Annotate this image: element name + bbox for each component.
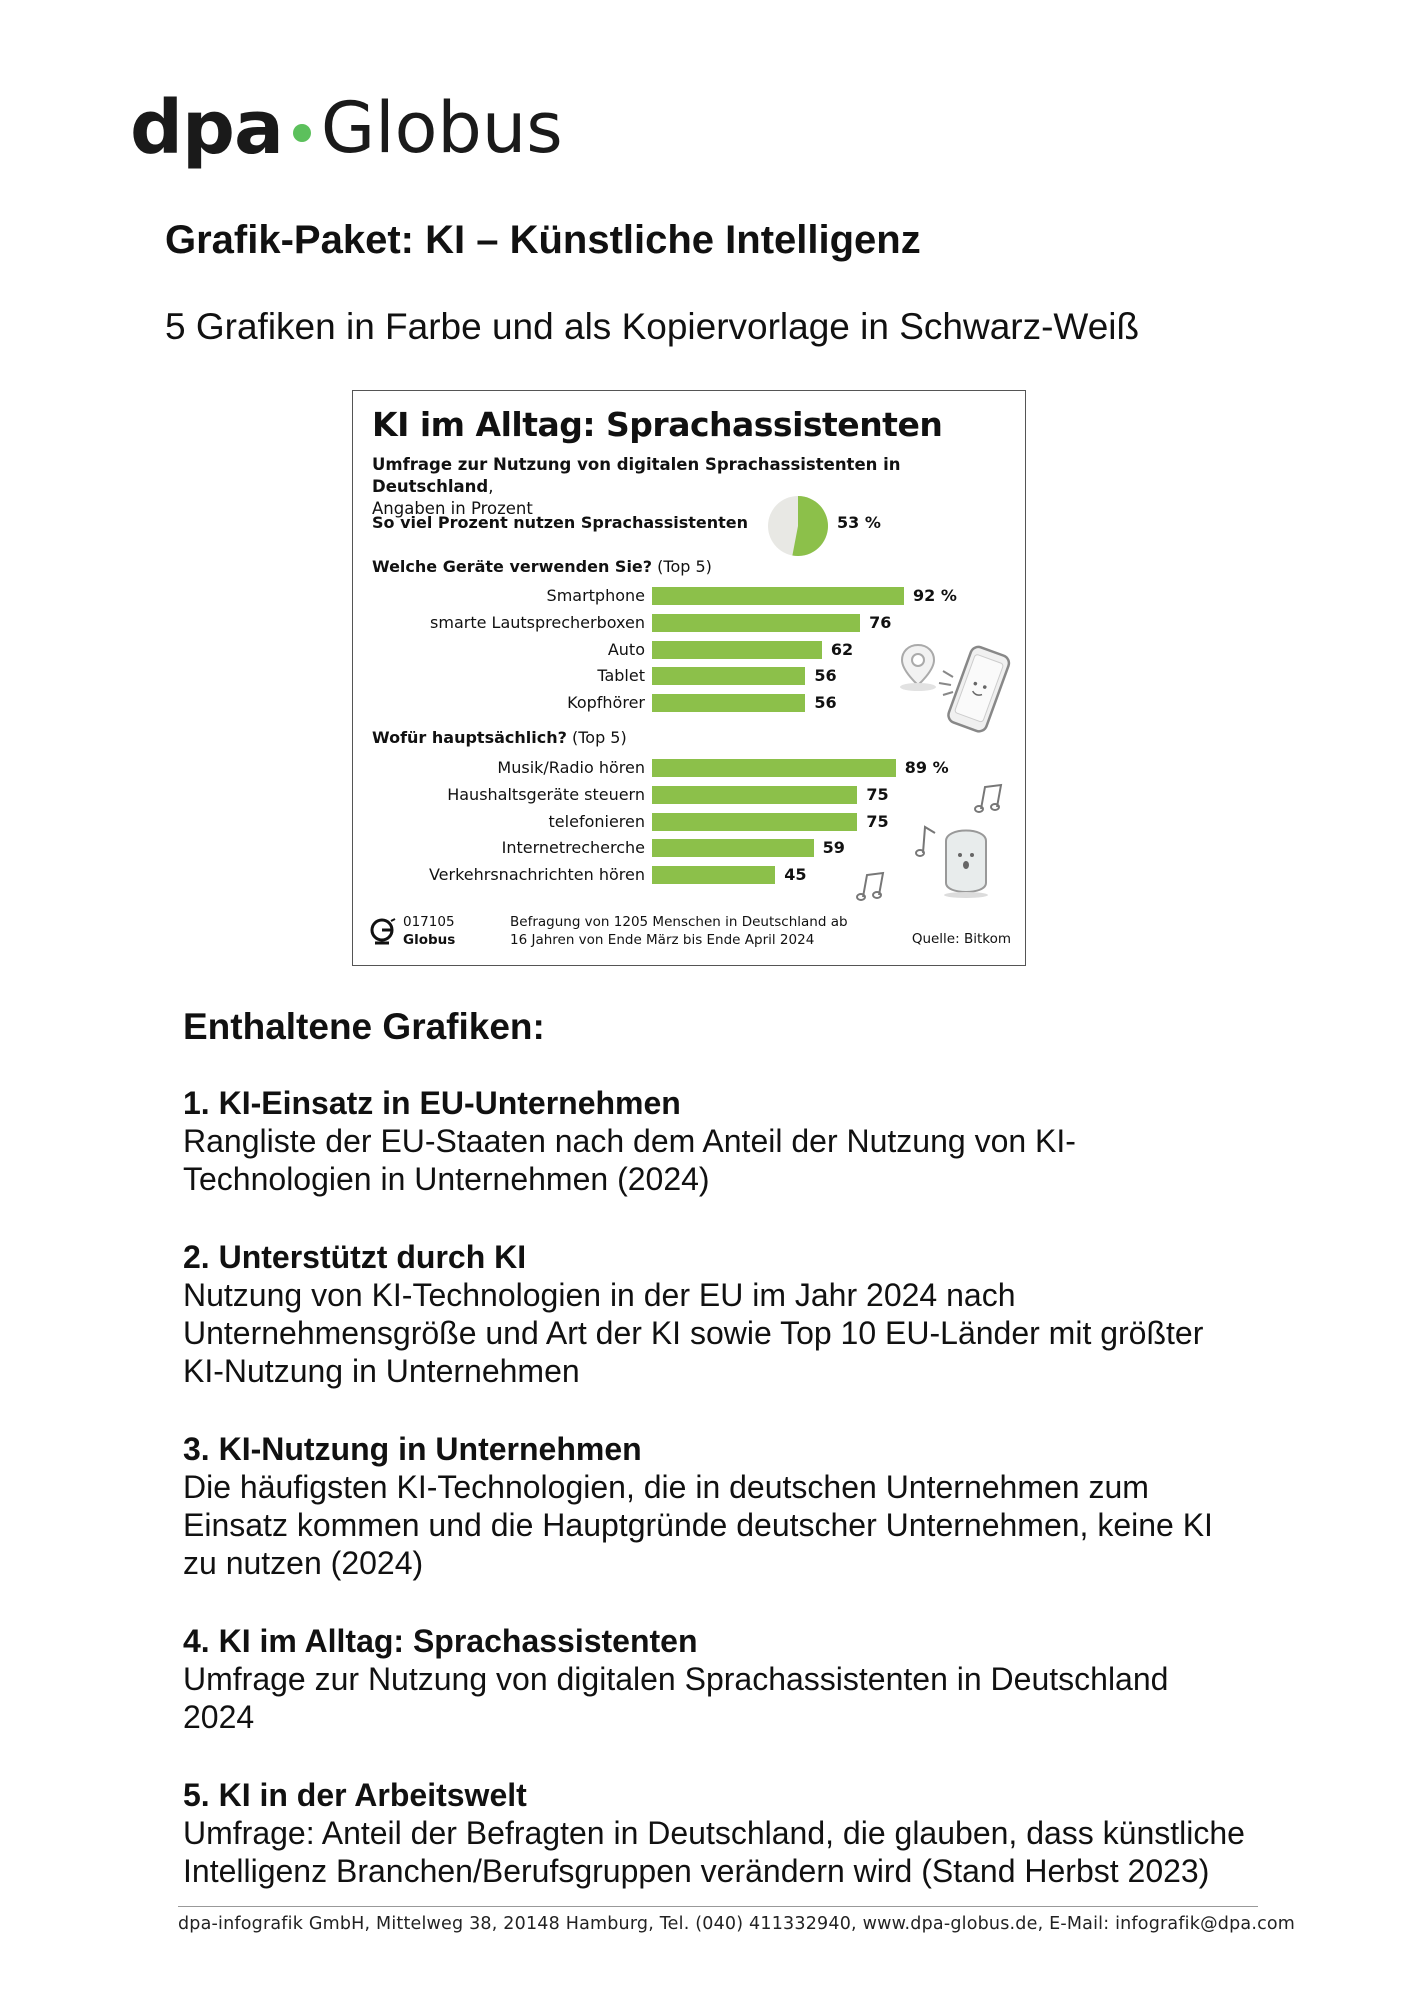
bar-label: Tablet (597, 666, 645, 686)
item-description-line1: Umfrage: Anteil der Befragten in Deutschland, die glauben, dass künstliche (183, 1815, 1245, 1851)
item-description-line3: KI-Nutzung in Unternehmen (183, 1353, 580, 1389)
section-devices-title: Welche Geräte verwenden Sie? (372, 557, 653, 576)
bar-value-label: 75 (866, 811, 889, 831)
bar (652, 786, 857, 804)
contents-item-2 (183, 1238, 1313, 1390)
graphic-source: Quelle: Bitkom (911, 931, 1011, 947)
survey-note-line1: Befragung von 1205 Menschen in Deutschland ab (510, 914, 848, 930)
bar (652, 759, 896, 777)
bar-label: smarte Lautsprecherboxen (430, 612, 645, 632)
bar-value-label: 89 % (904, 758, 949, 777)
logo-globus-text: Globus (320, 87, 563, 169)
bar-label: Musik/Radio hören (497, 758, 645, 777)
music-note-icon-2 (911, 821, 941, 861)
item-description-line1: Rangliste der EU-Staaten nach dem Anteil der Nutzung von KI- (183, 1123, 1076, 1159)
section-devices-heading (372, 557, 712, 576)
section-devices-suffix: (Top 5) (652, 557, 712, 576)
bar-row (353, 865, 1027, 885)
item-title: 3. KI-Nutzung in Unternehmen (183, 1431, 642, 1467)
bar-label: telefonieren (548, 811, 645, 831)
footer-contact: dpa-infografik GmbH, Mittelweg 38, 20148 Hamburg, Tel. (040) 411332940, www.dpa-globus.de, E-Mail: infografik@dpa.com (178, 1914, 1296, 1934)
usage-value: 53 % (837, 513, 881, 532)
contents-heading: Enthaltene Grafiken: (183, 1006, 545, 1047)
item-description-line2: Einsatz kommen und die Hauptgründe deutscher Unternehmen, keine KI (183, 1507, 1213, 1543)
item-description-line3: zu nutzen (2024) (183, 1545, 424, 1581)
bar-value-label: 62 (830, 639, 854, 659)
bar-label: Auto (607, 639, 645, 659)
survey-note-line2: 16 Jahren von Ende März bis Ende April 2024 (510, 932, 815, 948)
music-note-icon (971, 781, 1007, 817)
section-purposes-title: Wofür hauptsächlich? (372, 728, 567, 747)
logo-dot-icon (293, 124, 311, 142)
bar-value-label: 92 % (913, 586, 957, 605)
usage-pie-chart (767, 495, 829, 557)
item-title: 4. KI im Alltag: Sprachassistenten (183, 1623, 698, 1659)
bar-label: Smartphone (546, 586, 645, 605)
bar-value-label: 45 (784, 865, 807, 885)
item-description-line1: Umfrage zur Nutzung von digitalen Sprachassistenten in Deutschland (183, 1661, 1169, 1697)
bar (652, 839, 814, 857)
footer-divider (178, 1906, 1258, 1907)
bar-label: Haushaltsgeräte steuern (447, 784, 645, 804)
bar (652, 641, 822, 659)
document-subtitle: 5 Grafiken in Farbe und als Kopiervorlage in Schwarz-Weiß (165, 306, 1140, 347)
bar (652, 866, 775, 884)
logo-dpa-text: dpa (130, 85, 283, 171)
document-title: Grafik-Paket: KI – Künstliche Intelligenz (165, 218, 921, 262)
bar-row (353, 758, 1027, 778)
graphic-code-number: 017105 (403, 914, 455, 930)
item-description-line2: Technologien in Unternehmen (2024) (183, 1161, 710, 1197)
bar-value-label: 59 (822, 838, 845, 858)
contents-item-1 (183, 1084, 1313, 1198)
item-title: 5. KI in der Arbeitswelt (183, 1777, 527, 1813)
item-description-line2: Intelligenz Branchen/Berufsgruppen verändern wird (Stand Herbst 2023) (183, 1853, 1210, 1889)
bar-value-label: 75 (866, 784, 889, 804)
item-description-line1: Die häufigsten KI-Technologien, die in deutschen Unternehmen zum (183, 1469, 1149, 1505)
graphic-subtitle (372, 454, 1025, 520)
bar-label: Verkehrsnachrichten hören (428, 865, 645, 885)
item-title: 2. Unterstützt durch KI (183, 1239, 527, 1275)
section-purposes-heading (372, 728, 627, 747)
bar-value-label: 56 (814, 693, 837, 713)
graphic-title: KI im Alltag: Sprachassistenten (372, 405, 943, 444)
smart-speaker-icon (938, 821, 994, 901)
contents-item-3 (183, 1430, 1313, 1582)
dpa-globus-logo (130, 78, 563, 178)
bar-label: Kopfhörer (567, 693, 645, 713)
item-description-line2: Unternehmensgröße und Art der KI sowie Top 10 EU-Länder mit größter (183, 1315, 1204, 1351)
graphic-brand: Globus (403, 932, 456, 948)
section-purposes-suffix: (Top 5) (566, 728, 627, 747)
bar-row (353, 693, 1027, 713)
graphic-code (403, 913, 455, 949)
smartphone-icon (933, 641, 1013, 741)
bar-row (353, 785, 1027, 805)
bar (652, 667, 805, 685)
bar (652, 813, 857, 831)
contents-item-5 (183, 1776, 1313, 1890)
bar-value-label: 56 (814, 666, 837, 686)
contents-item-4 (183, 1622, 1313, 1736)
graphic-subtitle-units: Angaben in Prozent (372, 499, 533, 518)
bar-row (353, 613, 1027, 633)
bar (652, 587, 904, 605)
graphic-survey-note (510, 913, 860, 949)
item-title: 1. KI-Einsatz in EU-Unternehmen (183, 1085, 681, 1121)
bar (652, 614, 860, 632)
graphic-subtitle-main: Umfrage zur Nutzung von digitalen Sprachassistenten in Deutschland (372, 455, 901, 496)
graphic-subtitle-comma: , (488, 477, 494, 496)
item-description-line1: Nutzung von KI-Technologien in der EU im Jahr 2024 nach (183, 1277, 1016, 1313)
music-note-icon-3 (853, 869, 889, 905)
usage-label: So viel Prozent nutzen Sprachassistenten (372, 513, 749, 532)
globus-logo-icon (369, 917, 397, 947)
bar-value-label: 76 (869, 612, 892, 632)
bar-label: Internetrecherche (501, 838, 645, 858)
bar (652, 694, 805, 712)
item-description-line2: 2024 (183, 1699, 255, 1735)
bar-row (353, 586, 1027, 606)
infographic-preview (352, 390, 1026, 966)
